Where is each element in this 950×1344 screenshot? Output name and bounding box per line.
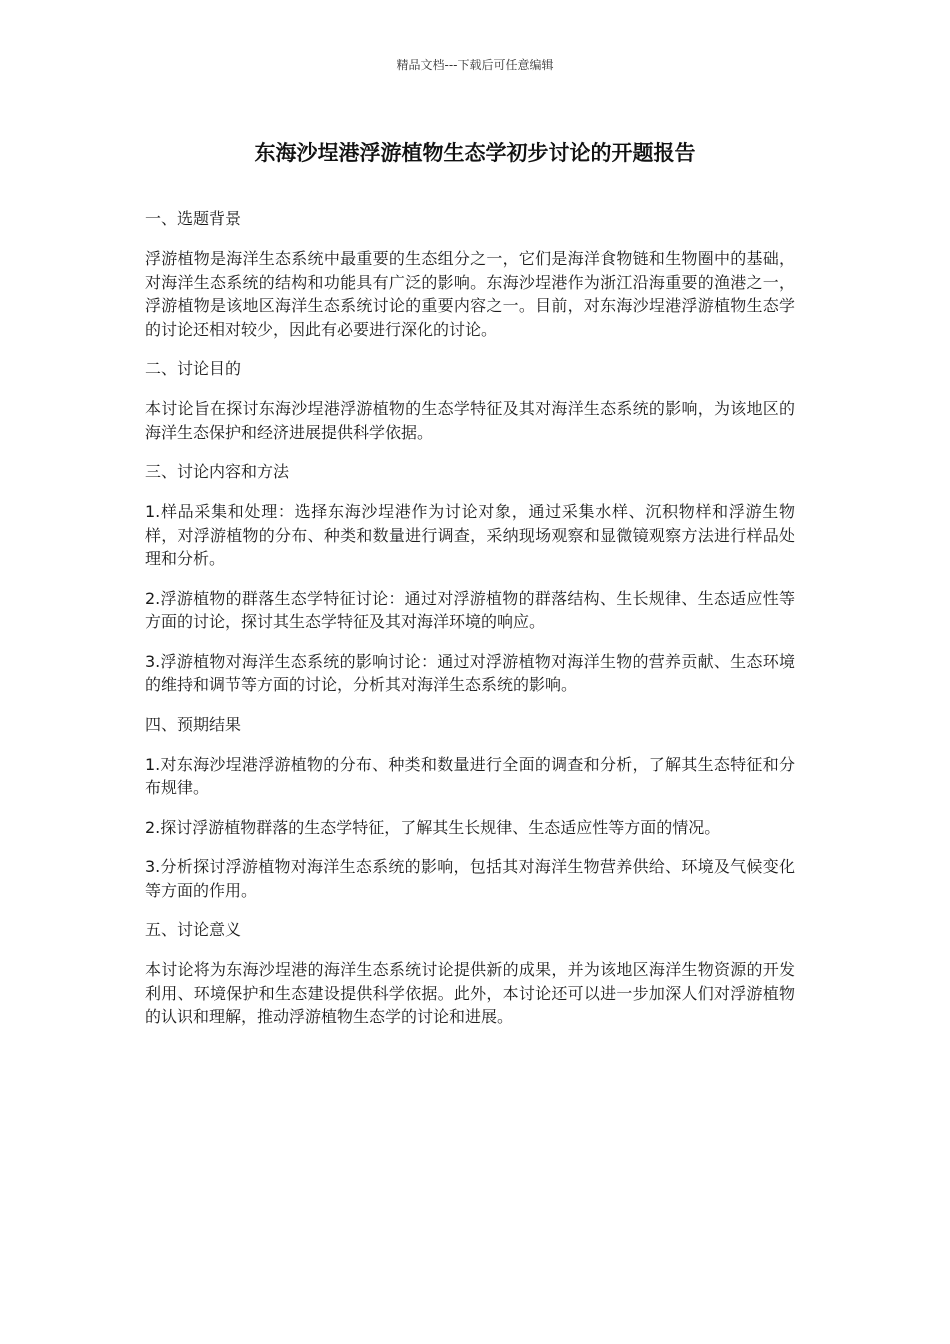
page-header: 精品文档---下载后可任意编辑 [396,58,554,72]
section-purpose [145,357,795,444]
list-item: 1.对东海沙埕港浮游植物的分布、种类和数量进行全面的调查和分析，了解其生态特征和分布规律。 [145,754,795,797]
section-heading: 五、讨论意义 [145,920,242,939]
paragraph: 本讨论旨在探讨东海沙埕港浮游植物的生态学特征及其对海洋生态系统的影响，为该地区的海洋生态保护和经济进展提供科学依据。 [145,399,795,442]
section-content-methods [145,460,795,697]
paragraph: 本讨论将为东海沙埕港的海洋生态系统讨论提供新的成果，并为该地区海洋生物资源的开发利用、环境保护和生态建设提供科学依据。此外，本讨论还可以进一步加深人们对浮游植物的认识和理解，推动浮游植物生态学的讨论和进展。 [145,960,795,1026]
list-item: 2.浮游植物的群落生态学特征讨论：通过对浮游植物的群落结构、生长规律、生态适应性等方面的讨论，探讨其生态学特征及其对海洋环境的响应。 [145,588,795,631]
list-item: 3.浮游植物对海洋生态系统的影响讨论：通过对浮游植物对海洋生物的营养贡献、生态环境的维持和调节等方面的讨论，分析其对海洋生态系统的影响。 [145,651,795,694]
section-heading: 三、讨论内容和方法 [145,462,290,481]
document-title: 东海沙埕港浮游植物生态学初步讨论的开题报告 [254,141,696,165]
section-background [145,207,795,341]
list-item: 1.样品采集和处理：选择东海沙埕港作为讨论对象，通过采集水样、沉积物样和浮游生物样，对浮游植物的分布、种类和数量进行调查，采纳现场观察和显微镜观察方法进行样品处理和分析。 [145,502,795,568]
section-significance [145,918,795,1029]
section-heading: 四、预期结果 [145,714,242,734]
section-heading: 一、选题背景 [145,209,242,228]
document-body [145,207,795,1045]
section-heading: 二、讨论目的 [145,359,242,378]
list-item: 3.分析探讨浮游植物对海洋生态系统的影响，包括其对海洋生物营养供给、环境及气候变化等方面的作用。 [145,857,795,900]
section-expected-results [145,713,795,903]
paragraph: 浮游植物是海洋生态系统中最重要的生态组分之一，它们是海洋食物链和生物圈中的基础，对海洋生态系统的结构和功能具有广泛的影响。东海沙埕港作为浙江沿海重要的渔港之一，浮游植物是该地区海洋生态系统讨论的重要内容之一。目前，对东海沙埕港浮游植物生态学的讨论还相对较少，因此有必要进行深化的讨论。 [145,249,795,339]
list-item: 2.探讨浮游植物群落的生态学特征，了解其生长规律、生态适应性等方面的情况。 [145,817,721,837]
